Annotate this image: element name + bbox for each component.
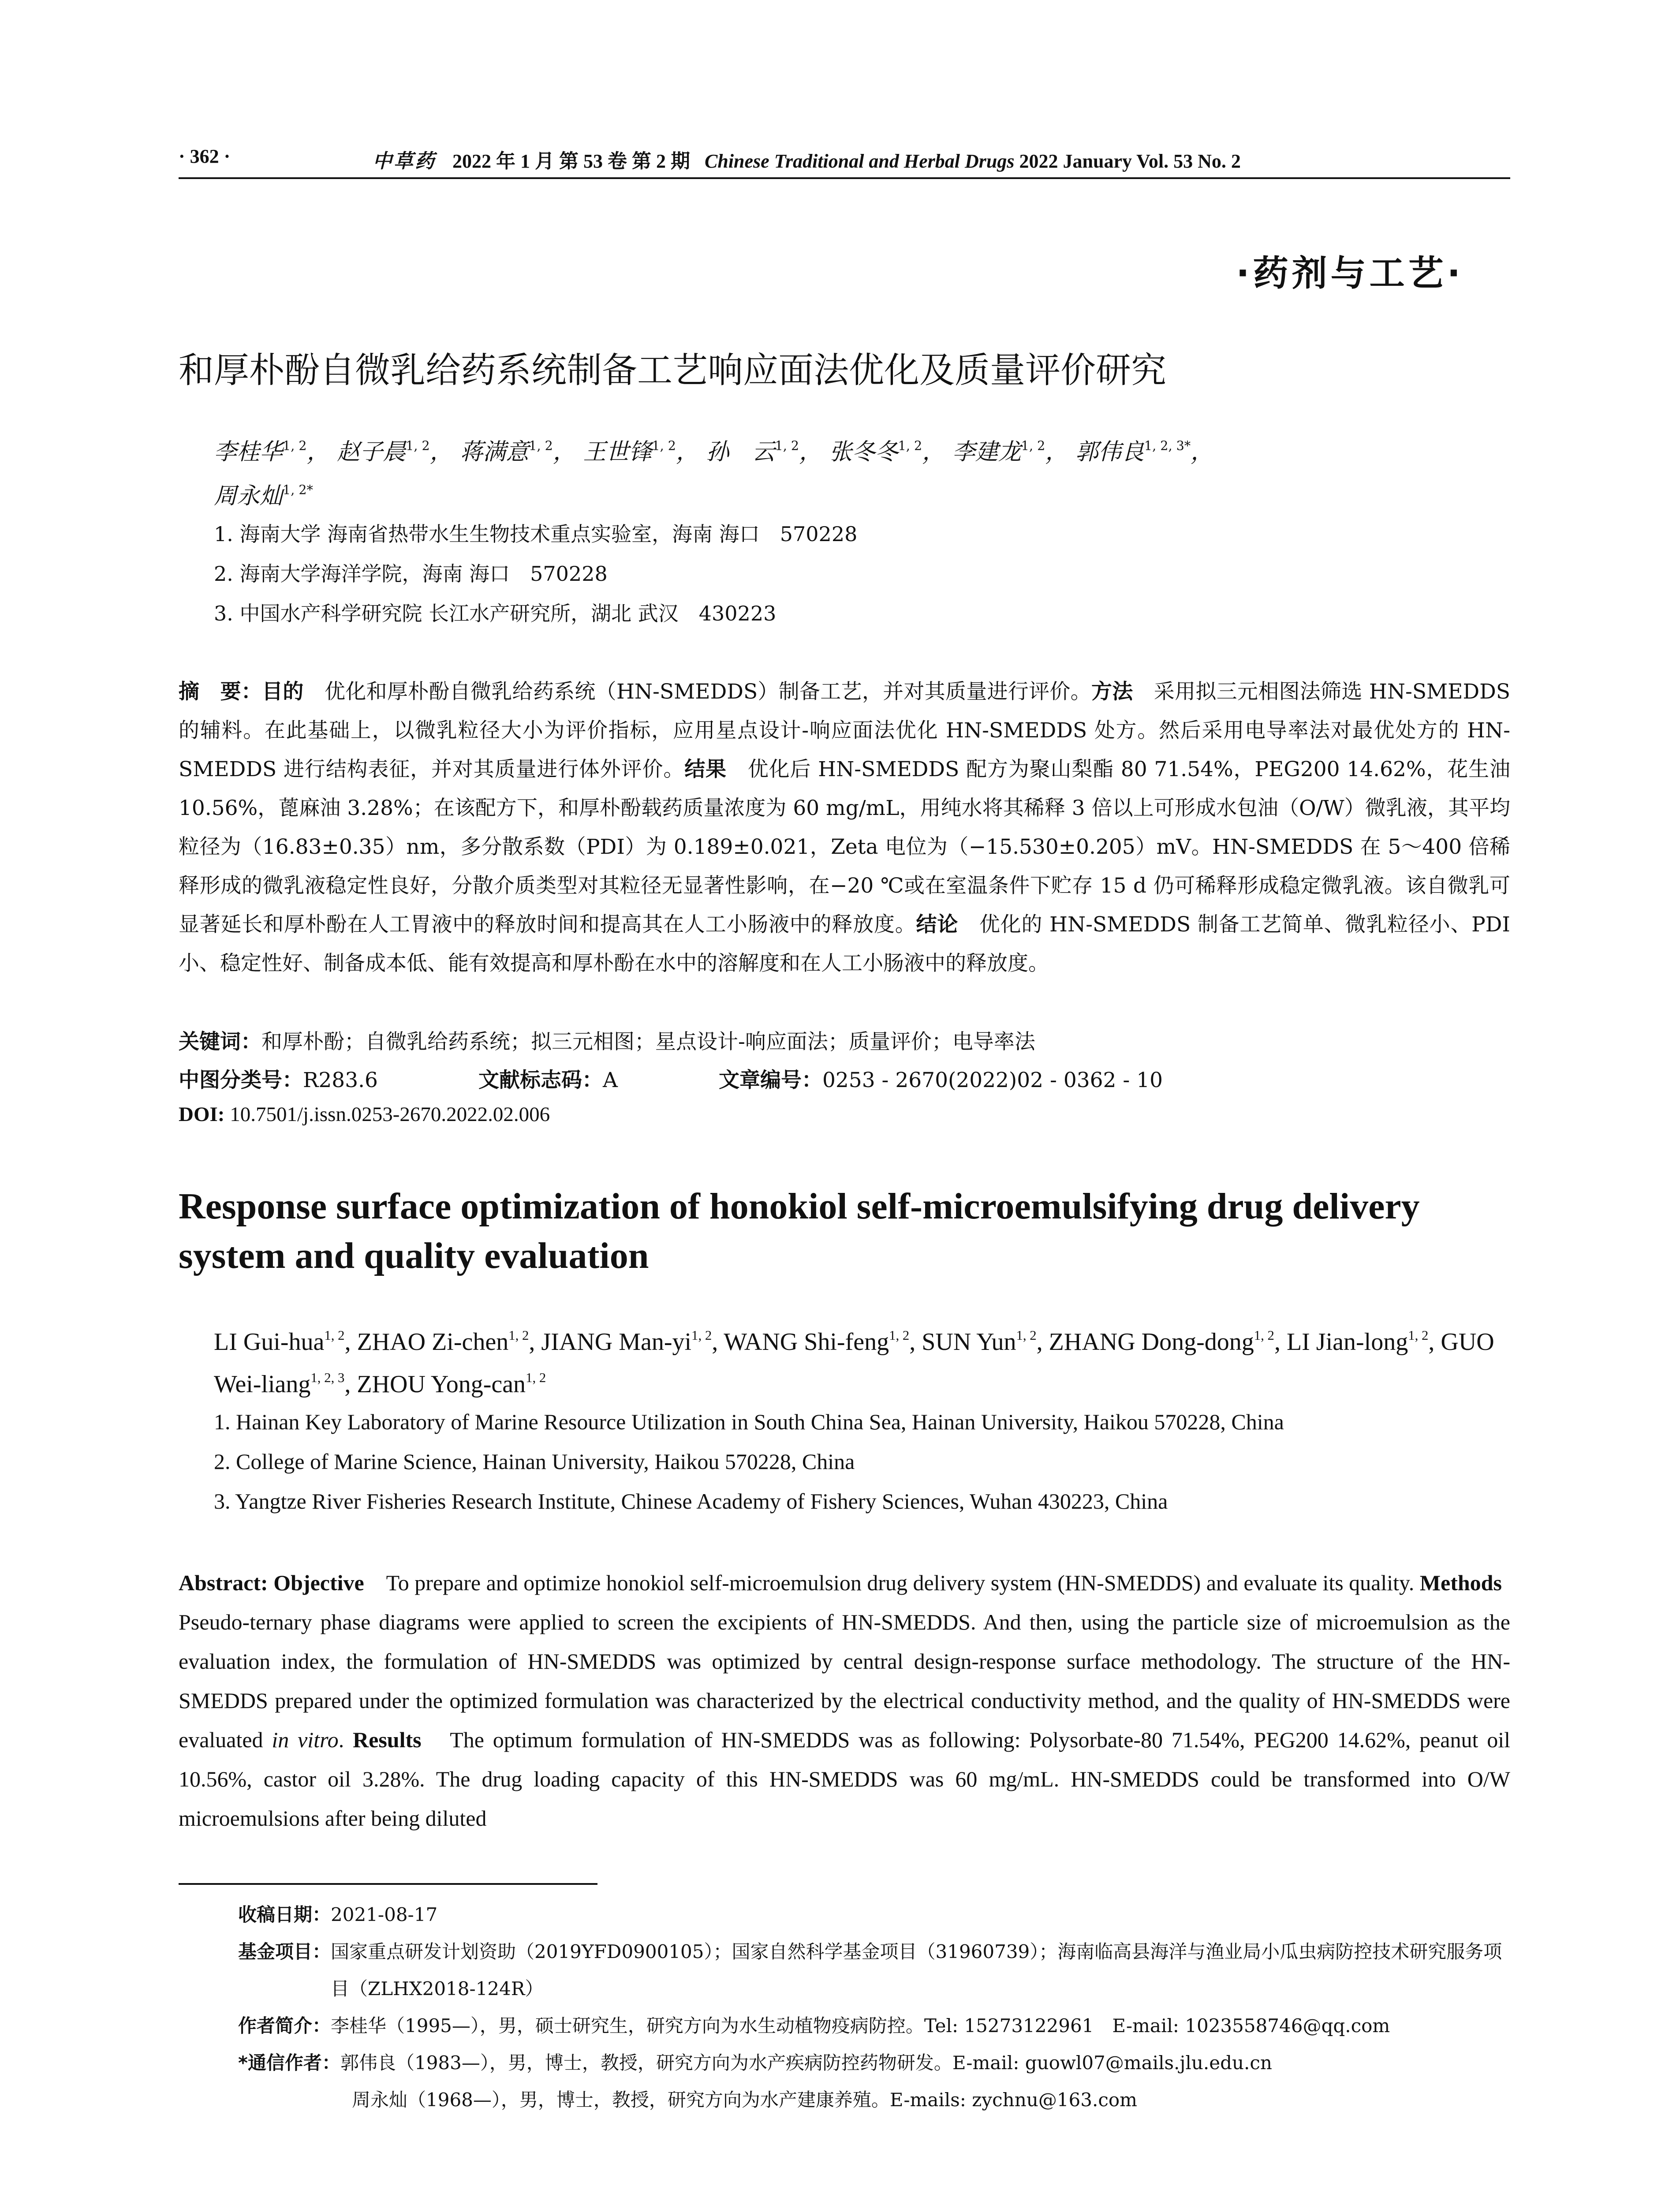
affiliation-en: 1. Hainan Key Laboratory of Marine Resource Utilization in South China Sea, Hainan University, Haikou 570228, China bbox=[214, 1409, 1284, 1434]
methods-end-en: . bbox=[338, 1727, 344, 1752]
results-label-cn: 结果 bbox=[684, 757, 727, 781]
affiliation-cn: 3. 中国水产科学研究院 长江水产研究所，湖北 武汉 430223 bbox=[214, 602, 777, 625]
journal-logo-cn: 中草药 bbox=[373, 150, 436, 172]
objective-label-cn: 目的 bbox=[262, 680, 304, 704]
objective-label-en: Objective bbox=[273, 1570, 364, 1595]
footnote-rule bbox=[179, 1883, 597, 1885]
author-cn: 孙 云$^{1, 2}$ bbox=[706, 438, 799, 465]
keywords-label: 关键词： bbox=[179, 1030, 261, 1054]
keywords-text: 和厚朴酚；自微乳给药系统；拟三元相图；星点设计-响应面法；质量评价；电导率法 bbox=[261, 1030, 1035, 1054]
affiliation-en: 2. College of Marine Science, Hainan University, Haikou 570228, China bbox=[214, 1449, 855, 1474]
objective-en: To prepare and optimize honokiol self-microemulsion drug delivery system (HN-SMEDDS) and evaluate its quality. bbox=[364, 1570, 1415, 1595]
author-en: GUO Wei-liang$^{1, 2, 3}$ bbox=[214, 1328, 1494, 1398]
author-en: LI Gui-hua$^{1, 2}$ bbox=[214, 1327, 345, 1356]
footnotes bbox=[238, 1896, 1508, 2119]
author-en: LI Jian-long$^{1, 2}$ bbox=[1286, 1327, 1429, 1356]
page-number: · 362 · bbox=[179, 146, 231, 167]
author-cn: 赵子晨$^{1, 2}$ bbox=[337, 438, 430, 465]
footnote-correspondence: *通信作者： 郭伟良（1983—），男，博士，教授，研究方向为水产疾病防控药物研发。E-mail: guowl07@mails.jlu.edu.cn bbox=[238, 2052, 1272, 2074]
journal-issue-cn: 2022 年 1 月 第 53 卷 第 2 期 bbox=[452, 150, 690, 172]
footnote-correspondence-2: 周永灿（1968—），男，博士，教授，研究方向为水产建康养殖。E-mails: zychnu@163.com bbox=[352, 2089, 1137, 2111]
results-label-en: Results bbox=[353, 1727, 422, 1752]
footnote-fund: 基金项目： 国家重点研发计划资助（2019YFD0900105）；国家自然科学基金项目（31960739）；海南临高县海洋与渔业局小瓜虫病防控技术研究服务项目（ZLHX2018-124R） bbox=[238, 1941, 1502, 1999]
running-header bbox=[179, 143, 1510, 174]
keywords-cn bbox=[179, 1025, 1035, 1055]
footnote-author: 作者简介： 李桂华（1995—），男，硕士研究生，研究方向为水生动植物疫病防控。Tel: 15273122961 E-mail: 1023558746@qq.com bbox=[238, 2015, 1390, 2037]
affiliation-en: 3. Yangtze River Fisheries Research Institute, Chinese Academy of Fishery Sciences, Wuhan 430223, China bbox=[214, 1489, 1168, 1514]
header-rule bbox=[179, 177, 1510, 179]
section-label: ·药剂与工艺· bbox=[1236, 253, 1464, 294]
doi-label: DOI: bbox=[179, 1103, 225, 1126]
journal-name-en: Chinese Traditional and Herbal Drugs bbox=[705, 150, 1015, 172]
doc-code-item: 文献标志码：A bbox=[478, 1068, 618, 1092]
author-en: ZHAO Zi-chen$^{1, 2}$ bbox=[357, 1327, 529, 1356]
abstract-cn-label: 摘 要： bbox=[179, 680, 262, 704]
author-en: ZHANG Dong-dong$^{1, 2}$ bbox=[1049, 1327, 1274, 1356]
journal-issue-en: 2022 January Vol. 53 No. 2 bbox=[1019, 150, 1241, 172]
author-en: JIANG Man-yi$^{1, 2}$ bbox=[541, 1327, 712, 1356]
affiliation-cn: 2. 海南大学海洋学院，海南 海口 570228 bbox=[214, 562, 608, 586]
conclusion-label-cn: 结论 bbox=[916, 912, 959, 937]
clc-item: 中图分类号：R283.6 bbox=[179, 1068, 378, 1092]
authors-cn: 李桂华$^{1, 2}$， 赵子晨$^{1, 2}$， 蒋满意$^{1, 2}$， 王世锋$^{1, 2}$， 孙 云$^{1, 2}$， 张冬冬$^{1, 2}$， 李建龙$^{1, 2}$， 郭伟良$^{1, 2, 3*}$， 周永灿$^{1, 2*}$ bbox=[214, 438, 1214, 509]
title-cn: 和厚朴酚自微乳给药系统制备工艺响应面法优化及质量评价研究 bbox=[179, 350, 1166, 391]
doi-line bbox=[179, 1102, 550, 1126]
article-no-item: 文章编号：0253 - 2670(2022)02 - 0362 - 10 bbox=[719, 1068, 1163, 1092]
author-en: SUN Yun$^{1, 2}$ bbox=[922, 1327, 1037, 1356]
author-cn: 王世锋$^{1, 2}$ bbox=[583, 438, 676, 465]
conclusion-cn: 优化的 HN-SMEDDS 制备工艺简单、微乳粒径小、PDI 小、稳定性好、制备成本低、能有效提高和厚朴酚在水中的溶解度和在人工小肠液中的释放度。 bbox=[179, 912, 1510, 975]
author-cn: 张冬冬$^{1, 2}$ bbox=[829, 438, 922, 465]
journal-citation bbox=[373, 145, 1241, 173]
results-cn: 优化后 HN-SMEDDS 配方为聚山梨酯 80 71.54%，PEG200 14.62%，花生油 10.56%，蓖麻油 3.28%；在该配方下，和厚朴酚载药质量浓度为 60 mg/mL，用纯水将其稀释 3 倍以上可形成水包油（O/W）微乳液，其平均粒径为（16.83±0.35）nm，多分散系数（PDI）为 0.189±0.021，Zeta 电位为（−15.530±0.205）mV。HN-SMEDDS 在 5～400 倍稀释形成的微乳液稳定性良好，分散介质类型对其粒径无显著性影响，在−20 ℃或在室温条件下贮存 15 d 仍可稀释形成稳定微乳液。该自微乳可显著延长和厚朴酚在人工胃液中的释放时间和提高其在人工小肠液中的释放度。 bbox=[179, 757, 1510, 937]
author-cn: 周永灿$^{1, 2*}$ bbox=[214, 482, 313, 509]
authors-en: LI Gui-hua$^{1, 2}$, ZHAO Zi-chen$^{1, 2}$, JIANG Man-yi$^{1, 2}$, WANG Shi-feng$^{1, 2}$, SUN Yun$^{1, 2}$, ZHANG Dong-dong$^{1, 2}$, LI Jian-long$^{1, 2}$, GUO Wei-liang$^{1, 2, 3}$, ZHOU Yong-can$^{1, 2}$ bbox=[214, 1327, 1494, 1398]
author-cn: 郭伟良$^{1, 2, 3*}$ bbox=[1075, 438, 1191, 465]
methods-italic-en: in vitro bbox=[272, 1727, 339, 1752]
author-en: WANG Shi-feng$^{1, 2}$ bbox=[724, 1327, 910, 1356]
abstract-en bbox=[179, 1563, 1524, 1838]
footnote-received: 收稿日期： 2021-08-17 bbox=[238, 1904, 438, 1925]
results-en: The optimum formulation of HN-SMEDDS was as following: Polysorbate-80 71.54%, PEG200 14.62%, peanut oil 10.56%, castor oil 3.28%. The drug loading capacity of this HN-SMEDDS was 60 mg/mL. HN-SMEDDS could be transformed into O/W microemulsions after being diluted bbox=[179, 1727, 1510, 1831]
methods-label-cn: 方法 bbox=[1091, 680, 1133, 704]
methods-en: Pseudo-ternary phase diagrams were applied to screen the excipients of HN-SMEDDS. And then, using the particle size of microemulsion as the evaluation index, the formulation of HN-SMEDDS was optimized by central design-response surface methodology. The structure of the HN-SMEDDS prepared under the optimized formulation was characterized by the electrical conductivity method, and the quality of HN-SMEDDS were evaluated bbox=[179, 1570, 1524, 1752]
classification-line bbox=[179, 1064, 1510, 1090]
objective-cn: 优化和厚朴酚自微乳给药系统（HN-SMEDDS）制备工艺，并对其质量进行评价。 bbox=[303, 680, 1091, 704]
abstract-en-label: Abstract: bbox=[179, 1570, 268, 1595]
title-en: Response surface optimization of honokiol self-microemulsifying drug delivery system and quality evaluation bbox=[179, 1186, 1420, 1276]
author-cn: 蒋满意$^{1, 2}$ bbox=[460, 438, 553, 465]
author-cn: 李桂华$^{1, 2}$ bbox=[214, 438, 307, 465]
methods-cn: 采用拟三元相图法筛选 HN-SMEDDS 的辅料。在此基础上，以微乳粒径大小为评价指标，应用星点设计-响应面法优化 HN-SMEDDS 处方。然后采用电导率法对最优处方的 HN-SMEDDS 进行结构表征，并对其质量进行体外评价。 bbox=[179, 680, 1511, 781]
author-cn: 李建龙$^{1, 2}$ bbox=[952, 438, 1045, 465]
methods-label-en: Methods bbox=[1419, 1570, 1502, 1595]
author-en: ZHOU Yong-can$^{1, 2}$ bbox=[357, 1370, 546, 1398]
abstract-cn bbox=[179, 673, 1510, 983]
doi-value: 10.7501/j.issn.0253-2670.2022.02.006 bbox=[230, 1103, 550, 1126]
affiliation-cn: 1. 海南大学 海南省热带水生生物技术重点实验室，海南 海口 570228 bbox=[214, 522, 858, 546]
